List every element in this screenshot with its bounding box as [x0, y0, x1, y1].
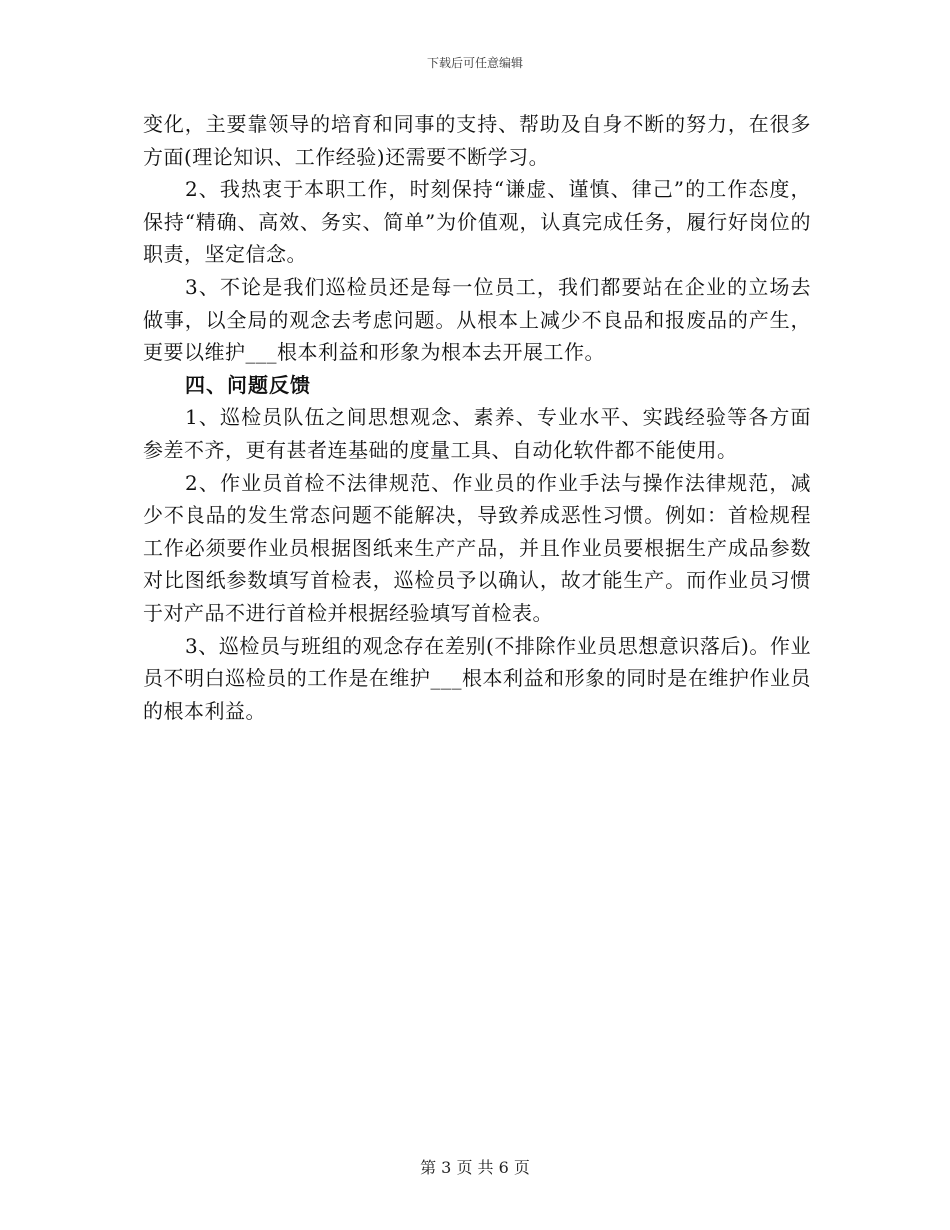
feedback-item-3: 3、巡检员与班组的观念存在差别(不排除作业员思想意识落后)。作业员不明白巡检员的工作是在维护___根本利益和形象的同时是在维护作业员的根本利益。 [143, 633, 811, 723]
feedback-item-2: 2、作业员首检不法律规范、作业员的作业手法与操作法律规范，减少不良品的发生常态问题不能解决，导致养成恶性习惯。例如：首检规程工作必须要作业员根据图纸来生产产品，并且作业员要根据生产成品参数对比图纸参数填写首检表，巡检员予以确认，故才能生产。而作业员习惯于对产品不进行首检并根据经验填写首检表。 [143, 470, 811, 625]
document-body [143, 108, 811, 727]
page-number: 第 3 页 共 6 页 [420, 1158, 530, 1177]
paragraph-item-2: 2、我热衷于本职工作，时刻保持“谦虚、谨慎、律己”的工作态度，保持“精确、高效、务实、简单”为价值观，认真完成任务，履行好岗位的职责，坚定信念。 [143, 177, 811, 267]
paragraph-item-3: 3、不论是我们巡检员还是每一位员工，我们都要站在企业的立场去做事，以全局的观念去考虑问题。从根本上减少不良品和报废品的产生，更要以维护___根本利益和形象为根本去开展工作。 [143, 274, 811, 365]
page-header-note: 下载后可任意编辑 [426, 56, 523, 70]
paragraph-continuation: 变化，主要靠领导的培育和同事的支持、帮助及自身不断的努力，在很多方面(理论知识、工作经验)还需要不断学习。 [143, 112, 811, 169]
feedback-item-1: 1、巡检员队伍之间思想观念、素养、专业水平、实践经验等各方面参差不齐，更有甚者连基础的度量工具、自动化软件都不能使用。 [143, 405, 811, 462]
section-title-feedback: 四、问题反馈 [185, 372, 311, 397]
